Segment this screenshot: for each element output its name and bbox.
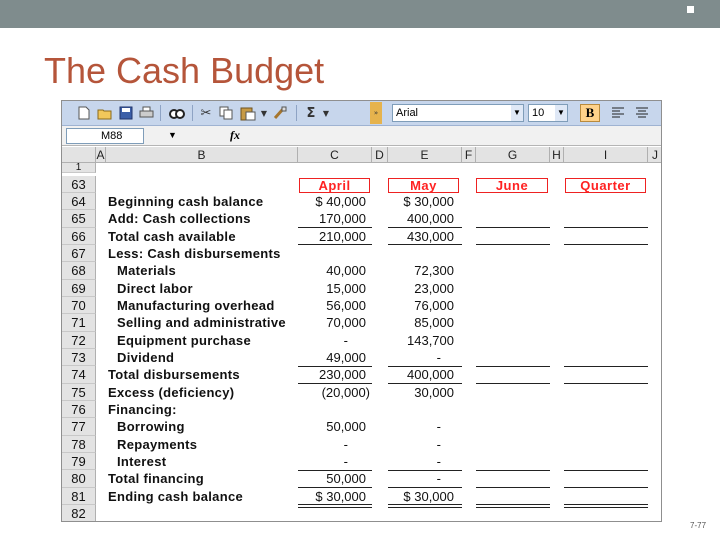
select-all-corner[interactable] <box>62 147 96 163</box>
april-value[interactable]: $ 40,000 <box>315 194 366 209</box>
april-value[interactable]: 40,000 <box>326 263 366 278</box>
april-value[interactable]: $ 30,000 <box>315 489 366 504</box>
row-header[interactable]: 81 <box>62 488 96 505</box>
underline <box>388 227 462 228</box>
insert-function-icon[interactable]: fx <box>230 128 240 142</box>
toolbar-separator <box>296 105 297 121</box>
row-header[interactable]: 63 <box>62 176 96 193</box>
underline <box>476 470 550 471</box>
row-header[interactable]: 68 <box>62 262 96 280</box>
underline <box>388 383 462 384</box>
may-value[interactable]: 72,300 <box>414 263 454 278</box>
row-header[interactable]: 73 <box>62 349 96 366</box>
april-value[interactable]: 210,000 <box>319 229 366 244</box>
column-header-f[interactable]: F <box>462 147 476 163</box>
row-header[interactable]: 64 <box>62 193 96 210</box>
april-value[interactable]: 49,000 <box>326 350 366 365</box>
column-header-e[interactable]: E <box>388 147 462 163</box>
row-label[interactable]: Materials <box>117 263 177 278</box>
row-header[interactable]: 1 <box>62 163 96 173</box>
underline <box>476 487 550 488</box>
double-underline <box>298 504 372 505</box>
chevron-down-icon[interactable]: ▼ <box>168 130 177 140</box>
april-value[interactable]: - <box>343 437 348 452</box>
column-header-a[interactable]: A <box>96 148 105 162</box>
underline <box>298 383 372 384</box>
row-label[interactable]: Selling and administrative <box>117 315 286 330</box>
column-header-h[interactable]: H <box>550 147 564 163</box>
double-underline <box>476 504 550 505</box>
double-underline <box>564 504 648 505</box>
underline <box>564 487 648 488</box>
banner-square <box>687 6 694 13</box>
row-label[interactable]: Total cash available <box>108 229 236 244</box>
double-underline <box>388 507 462 508</box>
row-header[interactable]: 71 <box>62 314 96 332</box>
april-value[interactable]: - <box>343 454 348 469</box>
may-value[interactable]: - <box>436 471 441 486</box>
may-value[interactable]: 430,000 <box>407 229 454 244</box>
new-file-icon[interactable] <box>76 104 92 122</box>
name-box[interactable]: M88 <box>66 128 144 144</box>
month-header-april[interactable]: April <box>299 178 370 193</box>
underline <box>298 470 372 471</box>
paste-dropdown-icon[interactable]: ▼ <box>260 108 268 118</box>
align-center-icon[interactable] <box>634 104 650 122</box>
column-header-g[interactable]: G <box>476 147 550 163</box>
toolbar-separator <box>192 105 193 121</box>
toolbar-options-icon[interactable]: » <box>370 102 382 124</box>
underline <box>298 487 372 488</box>
row-header[interactable]: 76 <box>62 401 96 418</box>
font-name-value: Arial <box>396 107 419 119</box>
underline <box>564 227 648 228</box>
row-label[interactable]: Borrowing <box>117 419 185 434</box>
row-header[interactable]: 77 <box>62 418 96 436</box>
row-header[interactable]: 65 <box>62 210 96 228</box>
row-label[interactable]: Equipment purchase <box>117 333 251 348</box>
underline <box>298 227 372 228</box>
april-value[interactable]: 56,000 <box>326 298 366 313</box>
row-header[interactable]: 66 <box>62 228 96 245</box>
row-label[interactable]: Total disbursements <box>108 367 240 382</box>
row-label[interactable]: Add: Cash collections <box>108 211 251 226</box>
underline <box>564 470 648 471</box>
april-value[interactable]: - <box>343 333 348 348</box>
column-header-i[interactable]: I <box>564 147 648 163</box>
april-value[interactable]: (20,000) <box>321 385 370 400</box>
double-underline <box>388 504 462 505</box>
font-size-value: 10 <box>532 107 545 119</box>
double-underline <box>564 507 648 508</box>
row-header[interactable]: 82 <box>62 505 96 522</box>
underline <box>388 487 462 488</box>
may-value[interactable]: $ 30,000 <box>403 489 454 504</box>
april-value[interactable]: 50,000 <box>326 471 366 486</box>
underline <box>476 244 550 245</box>
autosum-dropdown-icon[interactable]: ▼ <box>322 108 330 118</box>
row-header[interactable]: 69 <box>62 280 96 297</box>
chevron-down-icon: ▼ <box>511 105 523 121</box>
toolbar-separator <box>160 105 161 121</box>
row-header[interactable]: 80 <box>62 470 96 488</box>
may-value[interactable]: - <box>436 350 441 365</box>
underline <box>388 366 462 367</box>
row-header[interactable]: 67 <box>62 245 96 262</box>
underline <box>564 366 648 367</box>
may-value[interactable]: 143,700 <box>407 333 454 348</box>
row-label[interactable]: Ending cash balance <box>108 489 244 504</box>
may-value[interactable]: 85,000 <box>414 315 454 330</box>
paste-icon[interactable] <box>238 104 258 122</box>
may-value[interactable]: 76,000 <box>414 298 454 313</box>
may-value[interactable]: $ 30,000 <box>403 194 454 209</box>
slide-title: The Cash Budget <box>44 50 325 91</box>
may-value[interactable]: 30,000 <box>414 385 454 400</box>
print-icon[interactable] <box>138 104 154 122</box>
underline <box>298 366 372 367</box>
april-value[interactable]: 230,000 <box>319 367 366 382</box>
row-header[interactable]: 79 <box>62 453 96 470</box>
chevron-down-icon: ▼ <box>555 105 567 121</box>
row-label[interactable]: Direct labor <box>117 281 193 296</box>
row-label[interactable]: Interest <box>117 454 167 469</box>
open-folder-icon[interactable] <box>96 104 114 122</box>
row-header[interactable]: 72 <box>62 332 96 349</box>
underline <box>298 244 372 245</box>
column-header-b[interactable]: B <box>106 147 298 163</box>
may-value[interactable]: - <box>436 437 441 452</box>
column-header-d[interactable]: D <box>372 147 388 163</box>
may-value[interactable]: 400,000 <box>407 367 454 382</box>
row-label[interactable]: Manufacturing overhead <box>117 298 275 313</box>
font-name-dropdown[interactable] <box>392 104 524 122</box>
row-label[interactable]: Financing: <box>108 402 177 417</box>
may-value[interactable]: - <box>436 419 441 434</box>
save-icon[interactable] <box>118 104 134 122</box>
april-value[interactable]: 15,000 <box>326 281 366 296</box>
underline <box>564 244 648 245</box>
row-header[interactable]: 70 <box>62 297 96 314</box>
row-label[interactable]: Total financing <box>108 471 204 486</box>
month-header-june[interactable]: June <box>476 178 548 193</box>
font-size-dropdown[interactable] <box>528 104 568 122</box>
top-banner <box>0 0 720 28</box>
formula-bar <box>62 126 662 146</box>
row-header[interactable]: 74 <box>62 366 96 384</box>
excel-toolbar <box>62 101 662 126</box>
month-header-may[interactable]: May <box>388 178 459 193</box>
row-label[interactable]: Less: Cash disbursements <box>108 246 281 261</box>
underline <box>388 244 462 245</box>
april-value[interactable]: 170,000 <box>319 211 366 226</box>
underline <box>476 383 550 384</box>
copy-icon[interactable] <box>218 104 234 122</box>
underline <box>476 366 550 367</box>
april-value[interactable]: 50,000 <box>326 419 366 434</box>
may-value[interactable]: - <box>436 454 441 469</box>
underline <box>388 470 462 471</box>
row-label[interactable]: Dividend <box>117 350 175 365</box>
bold-button[interactable]: B <box>580 104 600 122</box>
month-header-quarter[interactable]: Quarter <box>565 178 646 193</box>
may-value[interactable]: 23,000 <box>414 281 454 296</box>
align-left-icon[interactable] <box>610 104 626 122</box>
may-value[interactable]: 400,000 <box>407 211 454 226</box>
row-label[interactable]: Beginning cash balance <box>108 194 264 209</box>
spreadsheet-window <box>61 100 662 522</box>
double-underline <box>298 507 372 508</box>
double-underline <box>476 507 550 508</box>
row-header[interactable]: 75 <box>62 384 96 401</box>
underline <box>476 227 550 228</box>
format-painter-icon[interactable] <box>272 104 288 122</box>
april-value[interactable]: 70,000 <box>326 315 366 330</box>
slide-number: 7-77 <box>690 521 707 530</box>
column-header-j[interactable]: J <box>648 147 662 163</box>
column-header-c[interactable]: C <box>298 147 372 163</box>
research-icon[interactable] <box>168 104 186 122</box>
row-label[interactable]: Repayments <box>117 437 198 452</box>
cut-icon[interactable]: ✂ <box>200 105 212 121</box>
autosum-icon[interactable]: Σ <box>306 105 316 121</box>
underline <box>564 383 648 384</box>
row-header[interactable]: 78 <box>62 436 96 453</box>
row-label[interactable]: Excess (deficiency) <box>108 385 235 400</box>
